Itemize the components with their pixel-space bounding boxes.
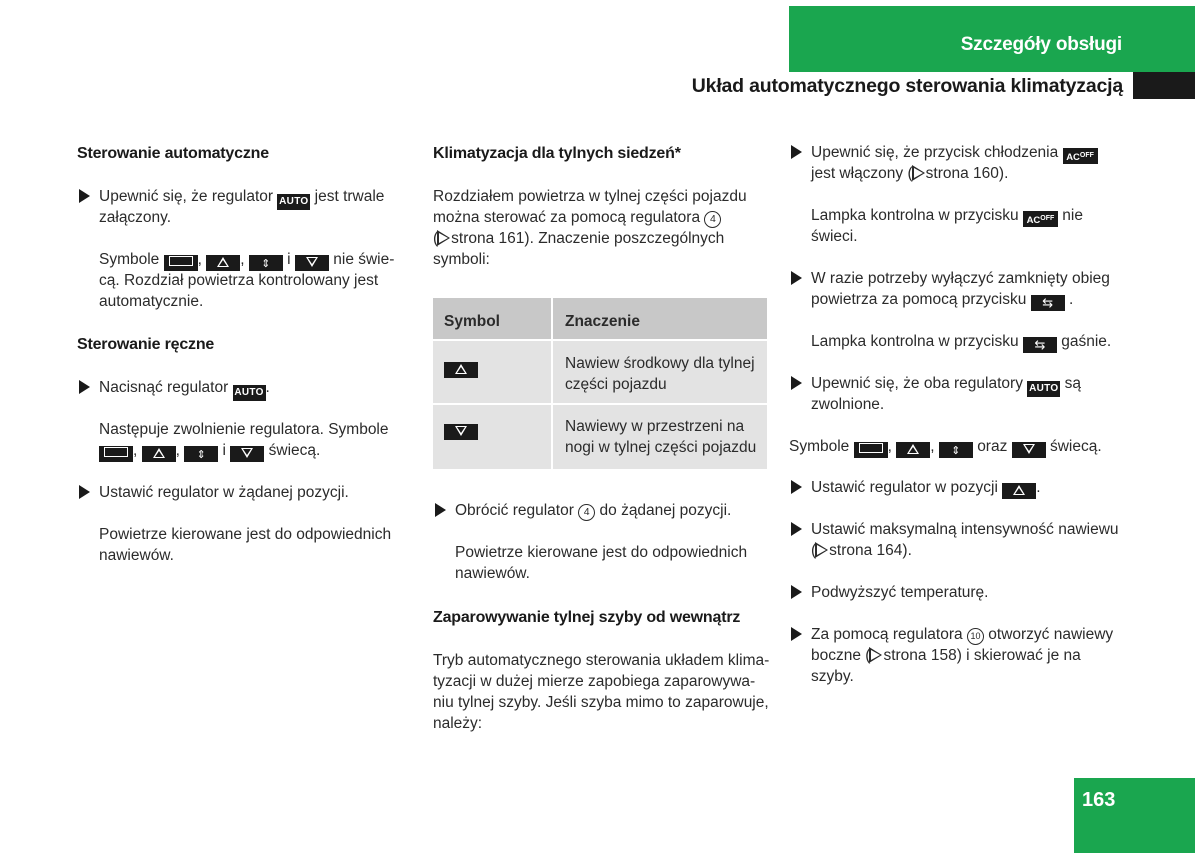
table-cell: Nawiewy w przestrzeni na xyxy=(565,418,745,435)
column-header-meaning: Znaczenie xyxy=(565,313,640,330)
page-ref-icon xyxy=(870,648,881,662)
table-divider xyxy=(551,341,553,403)
down-vent-icon xyxy=(1012,442,1046,458)
table-cell: części pojazdu xyxy=(565,376,667,393)
down-vent-icon xyxy=(444,424,478,440)
updown-vent-icon: ⇕ xyxy=(939,442,973,458)
bullet-text-cont: powietrza za pomocą przycisku ⇆ . xyxy=(811,291,1074,310)
table-row xyxy=(433,403,767,469)
regulator-number-icon: 10 xyxy=(967,628,984,645)
bullet-text: Nacisnąć regulator AUTO . xyxy=(99,377,270,401)
table-cell: nogi w tylnej części pojazdu xyxy=(565,439,757,456)
column-header-symbol: Symbol xyxy=(444,313,500,330)
bullet-text: Upewnić się, że oba regulatory AUTO są xyxy=(811,373,1081,397)
bullet-text: Upewnić się, że regulator AUTO jest trwale xyxy=(99,186,384,210)
up-vent-icon xyxy=(896,442,930,458)
page-ref-icon xyxy=(816,543,827,557)
bullet-text-cont: załączony. xyxy=(99,209,172,226)
bullet-arrow-icon xyxy=(791,627,802,641)
bullet-arrow-icon xyxy=(791,145,802,159)
up-vent-icon xyxy=(206,255,240,271)
up-vent-icon xyxy=(142,446,176,462)
symbols-paragraph: Symbole , , ⇕ i nie świe- xyxy=(99,251,395,270)
paragraph-cont: świeci. xyxy=(811,228,858,245)
paragraph-cont: można sterować za pomocą regulatora 4 xyxy=(433,207,721,228)
bullet-arrow-icon xyxy=(791,376,802,390)
rear-center-vent-icon xyxy=(164,255,198,271)
bullet-text-cont: ( strona 164). xyxy=(811,542,912,559)
heading-rear-window: Zaparowywanie tylnej szyby od wewnątrz xyxy=(433,609,741,626)
paragraph: Następuje zwolnienie regulatora. Symbole xyxy=(99,421,389,438)
bullet-text: Za pomocą regulatora 10 otworzyć nawiewy xyxy=(811,626,1114,643)
bullet-arrow-icon xyxy=(791,271,802,285)
regulator-number-icon: 4 xyxy=(704,211,721,228)
bullet-text-cont: jest włączony ( strona 160). xyxy=(811,165,1009,182)
bullet-text: Upewnić się, że przycisk chłodzenia $AC^{OFF}$ xyxy=(811,142,1098,164)
bullet-text: Podwyższyć temperaturę. xyxy=(811,584,989,601)
recirculation-button-icon: ⇆ xyxy=(1023,337,1057,353)
auto-button-icon: AUTO xyxy=(277,194,310,210)
bullet-text-cont: zwolnione. xyxy=(811,396,885,413)
auto-button-icon: AUTO xyxy=(1027,381,1060,397)
auto-button-icon: AUTO xyxy=(233,385,266,401)
title-marker-bar xyxy=(1133,72,1195,99)
rear-center-vent-icon xyxy=(854,442,888,458)
bullet-arrow-icon xyxy=(79,485,90,499)
updown-vent-icon: ⇕ xyxy=(184,446,218,462)
bullet-text: Obrócić regulator 4 do żądanej pozycji. xyxy=(455,502,732,519)
paragraph: Lampka kontrolna w przycisku ⇆ gaśnie. xyxy=(811,333,1112,352)
bullet-text-cont: boczne ( strona 158) i skierować je na xyxy=(811,647,1081,664)
heading-automatic: Sterowanie automatyczne xyxy=(77,145,269,162)
down-vent-icon xyxy=(295,255,329,271)
page-ref-icon xyxy=(913,166,924,180)
symbol-table xyxy=(433,298,767,469)
heading-manual: Sterowanie ręczne xyxy=(77,336,215,353)
bullet-arrow-icon xyxy=(435,503,446,517)
bullet-arrow-icon xyxy=(791,480,802,494)
heading-rear-climate: Klimatyzacja dla tylnych siedzeń* xyxy=(433,145,681,162)
symbols-paragraph-cont: cą. Rozdział powietrza kontrolowany jest xyxy=(99,272,379,289)
rear-center-vent-icon xyxy=(99,446,133,462)
ac-off-button-icon: $AC^{OFF}$ xyxy=(1063,148,1098,164)
paragraph: Tryb automatycznego sterowania układem klima- xyxy=(433,652,770,669)
up-vent-icon xyxy=(1002,483,1036,499)
section-tab xyxy=(789,6,1195,72)
paragraph-cont: nawiewów. xyxy=(99,547,174,564)
page-ref-icon xyxy=(438,231,449,245)
symbols-paragraph-cont: automatycznie. xyxy=(99,293,204,310)
table-divider xyxy=(551,405,553,469)
paragraph: Rozdziałem powietrza w tylnej części pojazdu xyxy=(433,188,747,205)
recirculation-button-icon: ⇆ xyxy=(1031,295,1065,311)
paragraph: Lampka kontrolna w przycisku $AC^{OFF}$ nie xyxy=(811,207,1083,226)
bullet-text: W razie potrzeby wyłączyć zamknięty obieg xyxy=(811,270,1110,287)
paragraph-icons: , , ⇕ i świecą. xyxy=(99,440,320,462)
table-header xyxy=(433,298,767,339)
paragraph: Powietrze kierowane jest do odpowiednich xyxy=(99,526,392,543)
paragraph-cont: symboli: xyxy=(433,251,490,268)
paragraph-cont: nawiewów. xyxy=(455,565,530,582)
table-cell: Nawiew środkowy dla tylnej xyxy=(565,355,755,372)
updown-vent-icon: ⇕ xyxy=(249,255,283,271)
page-number: 163 xyxy=(1082,789,1116,811)
paragraph-cont: należy: xyxy=(433,715,483,732)
page-title: Układ automatycznego sterowania klimatyzacją xyxy=(691,75,1123,97)
paragraph-cont: tyzacji w dużej mierze zapobiega zaparowywa- xyxy=(433,673,756,690)
bullet-arrow-icon xyxy=(79,380,90,394)
paragraph-cont: niu tylnej szyby. Jeśli szyba mimo to zaparowuje, xyxy=(433,694,769,711)
bullet-arrow-icon xyxy=(79,189,90,203)
down-vent-icon xyxy=(230,446,264,462)
bullet-arrow-icon xyxy=(791,585,802,599)
regulator-number-icon: 4 xyxy=(578,504,595,521)
paragraph: Powietrze kierowane jest do odpowiednich xyxy=(455,544,748,561)
up-vent-icon xyxy=(444,362,478,378)
symbols-paragraph: Symbole , , ⇕ oraz świecą. xyxy=(789,438,1102,457)
bullet-text: Ustawić maksymalną intensywność nawiewu xyxy=(811,521,1119,538)
paragraph-cont: ( strona 161). Znaczenie poszczególnych xyxy=(433,230,725,247)
table-row xyxy=(433,339,767,403)
bullet-text-cont: szyby. xyxy=(811,668,854,685)
bullet-arrow-icon xyxy=(791,522,802,536)
bullet-text: Ustawić regulator w pozycji . xyxy=(811,477,1041,499)
table-divider xyxy=(551,298,553,339)
section-title: Szczegóły obsługi xyxy=(960,34,1122,55)
bullet-text: Ustawić regulator w żądanej pozycji. xyxy=(99,484,349,501)
ac-off-button-icon: $AC^{OFF}$ xyxy=(1023,211,1058,227)
page-number-tab xyxy=(1074,778,1195,853)
